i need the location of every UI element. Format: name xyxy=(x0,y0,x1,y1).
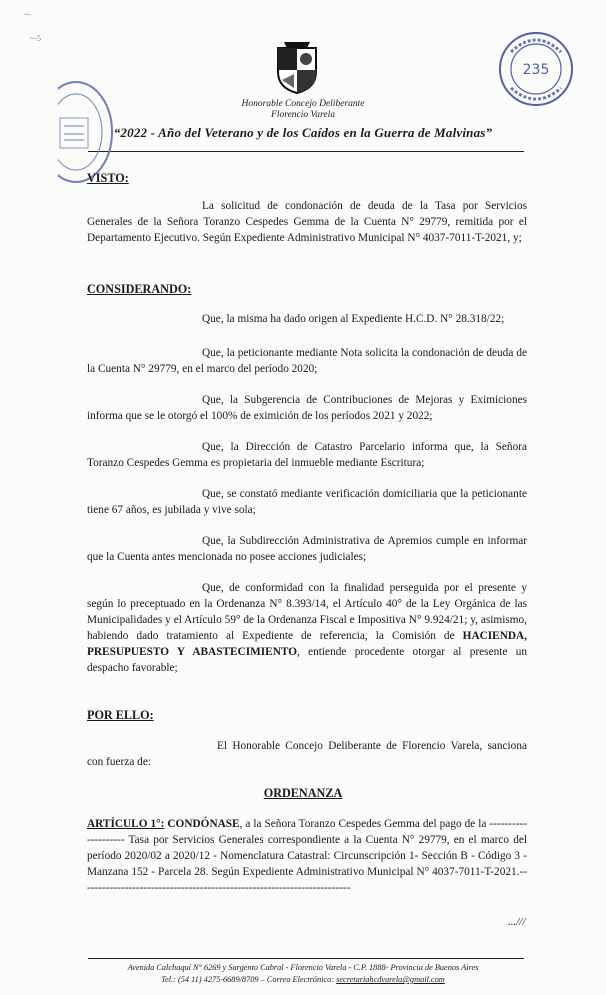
visto-heading: VISTO: xyxy=(87,171,129,185)
footer-email[interactable]: secretariahcdvarela@gmail.com xyxy=(336,975,445,984)
header-institution: Honorable Concejo Deliberante xyxy=(241,99,365,109)
considerando-paragraph: Que, se constató mediante verificación domiciliaria que la peticionante tiene 67 años, es jubilada y vive sola; xyxy=(87,488,527,516)
header-motto: “2022 - Año del Veterano y de los Caídos en la Guerra de Malvinas” xyxy=(113,125,493,140)
footer-divider xyxy=(88,958,524,959)
header-city: Florencio Varela xyxy=(271,110,335,120)
coat-of-arms-icon xyxy=(274,42,320,94)
continued-mark: .../// xyxy=(508,916,526,928)
considerando-paragraph: Que, la Subgerencia de Contribuciones de Mejoras y Eximiciones informa que se le otorgó el 100% de eximición de los períodos 2021 y 2022; xyxy=(87,394,527,422)
stamp-number: 235 xyxy=(522,62,550,78)
por-ello-text: El Honorable Concejo Deliberante de Florencio Varela, sanciona con fuerza de: xyxy=(87,740,527,768)
considerando-heading: CONSIDERANDO: xyxy=(87,282,192,296)
por-ello-heading: POR ELLO: xyxy=(87,708,154,722)
articulo-1: ARTÍCULO 1°: CONDÓNASE, a la Señora Toranzo Cespedes Gemma del pago de la -------------------- Tasa por Servicios Generales correspondiente a la Cuenta N° 29779, en el marco del período 2020/02 a 2020/12 - Nomenclatura Catastral: Circunscripción 1- Sección B - Código 3 - Manzana 152 - Parcela 28. Según Expediente Administrativo Municipal N° 4037-7011-T-2021.------------------------------------------------------------------------ xyxy=(87,818,527,894)
considerando-paragraph: Que, la Dirección de Catastro Parcelario informa que, la Señora Toranzo Cespedes Gemma es propietaria del inmueble mediante Escritura; xyxy=(87,441,527,469)
considerando-paragraph: Que, la Subdirección Administrativa de Apremios cumple en informar que la Cuenta antes mencionada no posee acciones judiciales; xyxy=(87,535,528,563)
footer-address: Avenida Calchaquí N° 6269 y Sargento Cabral - Florencio Varela - C.P. 1888- Provincia de Buenos Aires xyxy=(127,963,479,972)
visto-text: La solicitud de condonación de deuda de la Tasa por Servicios Generales de la Señora Toranzo Cespedes Gemma de la Cuenta N° 29779, remitida por el Departamento Ejecutivo. Según Expediente Administrativo Municipal N° 4037-7011-T-2021, y; xyxy=(87,200,527,244)
right-stamp-icon xyxy=(497,30,575,108)
ordenanza-title: ORDENANZA xyxy=(263,786,343,800)
considerando-paragraph: Que, de conformidad con la finalidad perseguida por el presente y según lo preceptuado en la Ordenanza N° 8.393/14, el Artículo 40° de la Ley Orgánica de las Municipalidades y el Artículo 59° de la Ordenanza Fiscal e Impositiva N° 9.924/21; y, asimismo, habiendo dado tratamiento al Expediente de referencia, la Comisión de HACIENDA, PRESUPUESTO Y ABASTECIMIENTO, entiende procedente otorgar al presente un despacho favorable; xyxy=(87,582,527,674)
corner-mark: ~-5 xyxy=(30,34,41,43)
corner-mark: ~- xyxy=(24,10,31,19)
considerando-paragraph: Que, la peticionante mediante Nota solicita la condonación de deuda de la Cuenta N° 29779, en el marco del período 2020; xyxy=(87,347,527,375)
header-divider xyxy=(88,151,524,152)
footer-contact: Tel.: (54 11) 4275-6689/8709 – Correo Electrónico: secretariahcdvarela@gmail.com xyxy=(161,975,445,984)
left-stamp-icon xyxy=(58,78,114,186)
considerando-paragraph: Que, la misma ha dado origen al Expediente H.C.D. N° 28.318/22; xyxy=(202,313,505,325)
